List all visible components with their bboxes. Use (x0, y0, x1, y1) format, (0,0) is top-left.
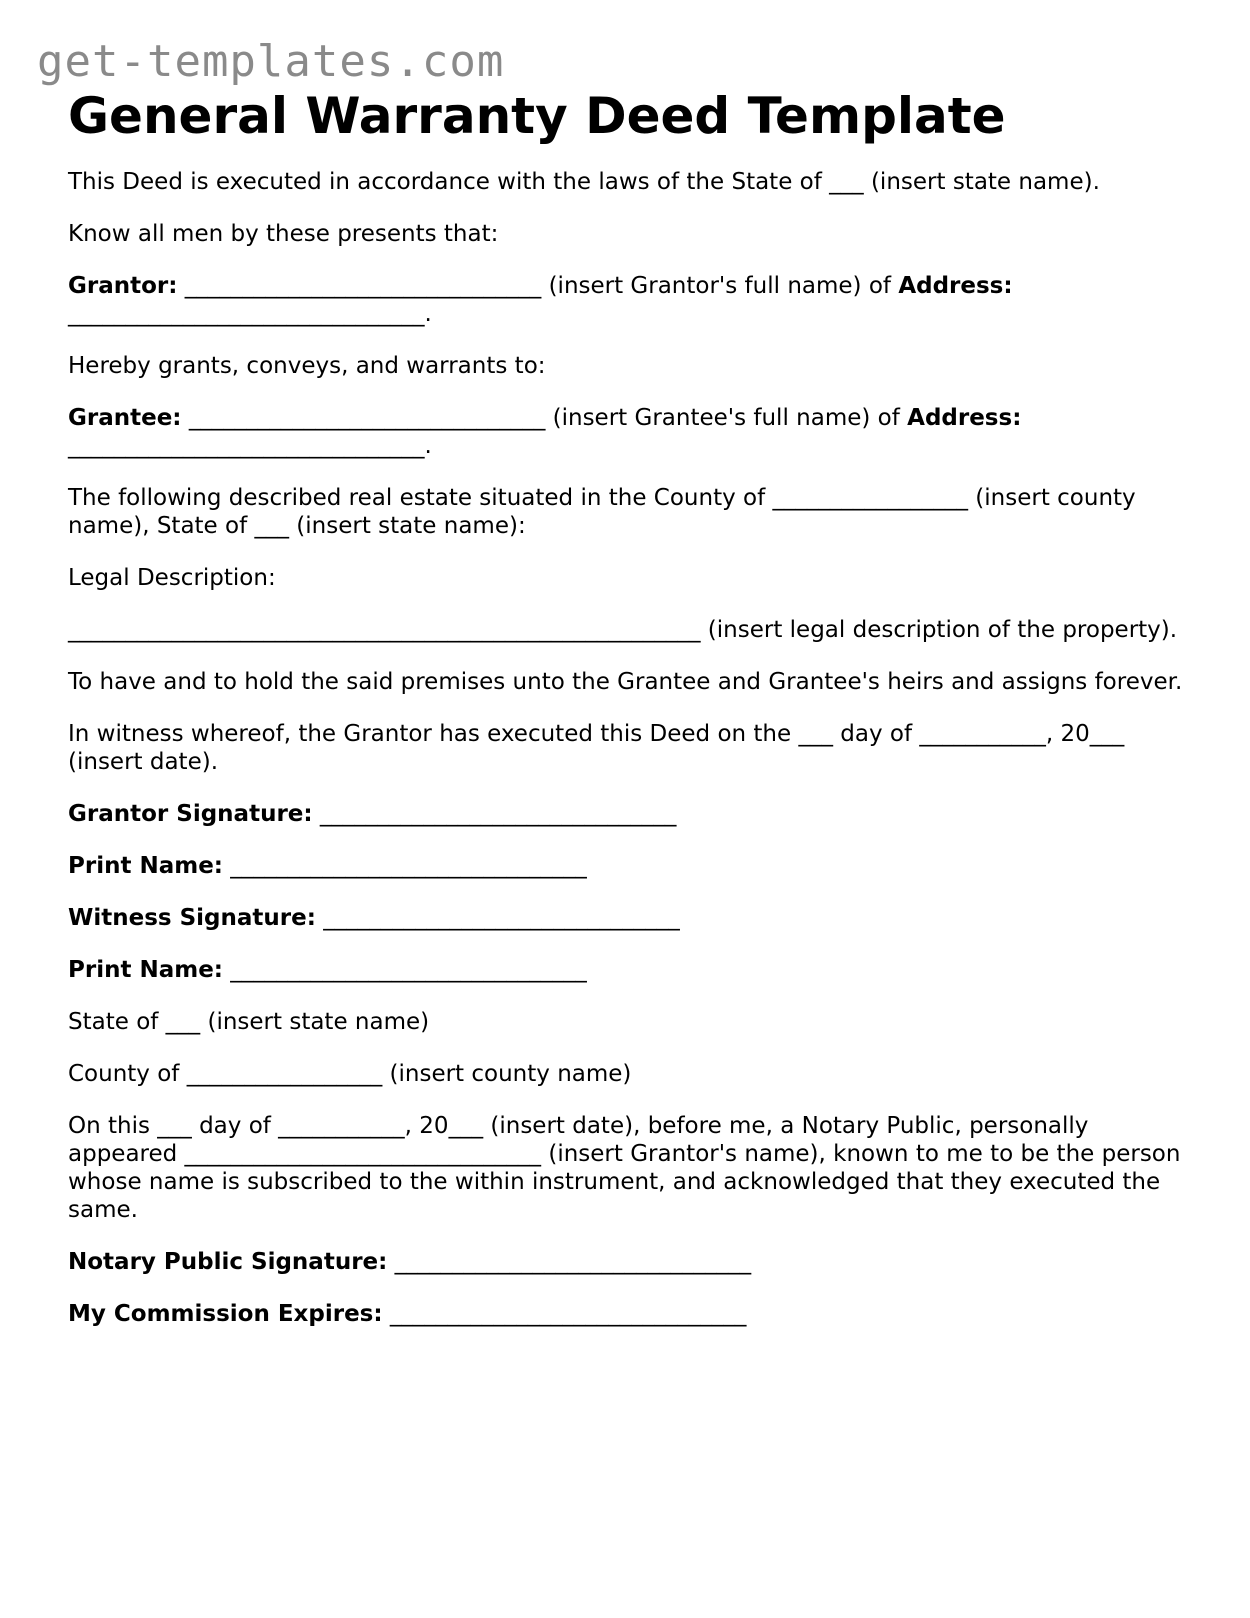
grantor-name-blank: _______________________________ (insert Grantor's full name) of (177, 273, 899, 299)
witness-print-name-label: Print Name: (68, 957, 223, 983)
legal-description-paragraph: _______________________________________________________ (insert legal description of the property). (68, 617, 1178, 643)
grantor-label: Grantor: (68, 273, 178, 299)
intro-paragraph: This Deed is executed in accordance with the laws of the State of ___ (insert state name). (68, 169, 1100, 195)
grantee-label: Grantee: (68, 405, 182, 431)
notary-signature-line (68, 1248, 1198, 1276)
grantor-print-name-line (68, 852, 1198, 880)
document-body (68, 86, 1198, 1352)
witness-signature-line (68, 904, 1198, 932)
witness-signature-label: Witness Signature: (68, 905, 316, 931)
witness-signature-blank: _______________________________ (315, 905, 680, 931)
grantor-paragraph (68, 272, 1198, 328)
grantee-paragraph (68, 404, 1198, 460)
notary-acknowledgment-paragraph: On this ___ day of ___________, 20___ (insert date), before me, a Notary Public, personally appeared _______________________________ (insert Grantor's name), known to me to be the person whose name is subscribed to the within instrument, and acknowledged that they executed the same. (68, 1113, 1181, 1223)
county-paragraph: The following described real estate situated in the County of _________________ (insert county name), State of ___ (insert state name): (68, 485, 1136, 539)
watermark: get-templates.com (37, 36, 505, 87)
notary-county-line: County of _________________ (insert county name) (68, 1061, 632, 1087)
grantor-signature-label: Grantor Signature: (68, 801, 313, 827)
grantor-address-label: Address: (898, 273, 1013, 299)
know-all-paragraph: Know all men by these presents that: (68, 221, 499, 247)
notary-signature-label: Notary Public Signature: (68, 1249, 388, 1275)
grantee-name-blank: _______________________________ (insert Grantee's full name) of (181, 405, 908, 431)
witness-print-name-blank: _______________________________ (223, 957, 587, 983)
witness-clause-paragraph: In witness whereof, the Grantor has executed this Deed on the ___ day of ___________, 20___ (insert date). (68, 721, 1125, 775)
witness-print-name-line (68, 956, 1198, 984)
grantor-address-blank: _______________________________. (68, 301, 432, 327)
legal-description-label: Legal Description: (68, 565, 276, 591)
commission-expires-label: My Commission Expires: (68, 1301, 383, 1327)
grantee-address-label: Address: (907, 405, 1022, 431)
grantor-print-name-label: Print Name: (68, 853, 223, 879)
grantor-print-name-blank: _______________________________ (223, 853, 587, 879)
commission-expires-line (68, 1300, 1198, 1328)
commission-expires-blank: _______________________________ (382, 1301, 747, 1327)
notary-state-line: State of ___ (insert state name) (68, 1009, 430, 1035)
notary-signature-blank: _______________________________ (387, 1249, 752, 1275)
grantor-signature-line (68, 800, 1198, 828)
hereby-paragraph: Hereby grants, conveys, and warrants to: (68, 353, 546, 379)
grantor-signature-blank: _______________________________ (312, 801, 677, 827)
document-title: General Warranty Deed Template (68, 87, 1006, 145)
grantee-address-blank: _______________________________. (68, 433, 432, 459)
habendum-paragraph: To have and to hold the said premises unto the Grantee and Grantee's heirs and assigns forever. (68, 669, 1183, 695)
